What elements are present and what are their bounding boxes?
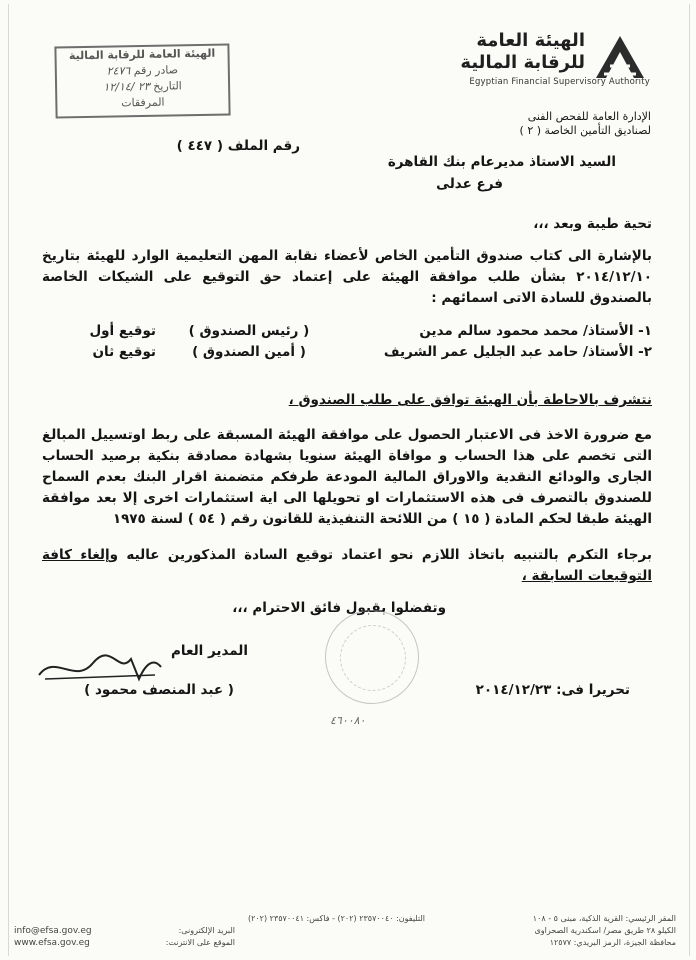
footer-address-line1: المقر الرئيسي: القرية الذكية، مبنى ٥ - ١٠٨ — [532, 914, 676, 923]
manager-title: المدير العام — [171, 643, 248, 659]
stamp-date: التاريخ ٢٣ /١٢/١٤ — [103, 79, 182, 94]
department-line2: لصناديق التأمين الخاصة ( ٢ ) — [519, 124, 651, 137]
paragraph-instruction — [42, 545, 652, 587]
instruction-text: برجاء التكرم بالتنبيه باتخاذ اللازم نحو اعتماد توقيع السادة المذكورين عاليه و — [109, 547, 652, 563]
footer-address-line3: محافظة الجيزة، الرمز البريدي: ١٢٥٧٧ — [549, 938, 676, 947]
greeting: تحية طيبة وبعد ،،، — [533, 216, 652, 232]
signatory-order: توقيع ثان — [92, 344, 156, 360]
stamp-issued: صادر رقم ٢٤٧٦ — [106, 63, 179, 78]
footer-website[interactable]: www.efsa.gov.eg — [14, 938, 90, 948]
org-name-arabic — [420, 30, 585, 74]
stamp-attachments: المرفقات — [121, 95, 165, 110]
file-number: رقم الملف ( ٤٤٧ ) — [176, 138, 300, 154]
closing-line: وتفضلوا بقبول فائق الاحترام ،،، — [232, 600, 446, 616]
footer-phone: التليفون: ٢٣٥٧٠٠٤٠ (٢٠٢) - فاكس: ٢٣٥٧٠٠٤١ (٢٠٢) — [247, 914, 425, 923]
issue-date: تحريرا فى: ٢٠١٤/١٢/٢٣ — [475, 682, 630, 698]
department-line1: الإدارة العامة للفحص الفنى — [527, 110, 651, 123]
footer-email-label: البريد الإلكترونى: — [178, 926, 235, 935]
stamp-org: الهيئة العامة للرقابة المالية — [68, 46, 216, 63]
org-name-line1: الهيئة العامة — [476, 30, 585, 51]
signatory-role: ( أمين الصندوق ) — [192, 344, 306, 360]
handwritten-reference: ٤٦٠٠٨٠ — [330, 714, 366, 727]
paragraph-conditions: مع ضرورة الاخذ فى الاعتبار الحصول على موافقة الهيئة المسبقة على ربط اوتسييل المبالغ التى تخصم على هذا الحساب و موافاة الهيئة سنويا بشهادة مصادقة بنكية برصيد الحساب الجارى والودائع النقدية والاوراق المالية المودعة طرفكم متضمنة اقرار البنك بعدم السماح للصندوق بالتصرف فى هذه الاستثمارات او تحويلها الى اية استثمارات اخرى إلا بعد موافقة الهيئة طبقا لحكم المادة ( ١٥ ) من اللائحة التنفيذية للقانون رقم ( ٥٤ ) لسنة ١٩٧٥ — [42, 427, 652, 527]
approval-statement: نتشرف بالاحاطة بأن الهيئة توافق على طلب الصندوق ، — [288, 392, 652, 408]
footer-web-label: الموقع على الانترنت: — [165, 938, 235, 947]
footer-email[interactable]: info@efsa.gov.eg — [14, 926, 92, 936]
received-stamp — [54, 43, 230, 118]
efsa-logo-icon — [592, 30, 648, 82]
org-name-english: Egyptian Financial Supervisory Authority — [469, 77, 650, 87]
signatory-role: ( رئيس الصندوق ) — [188, 323, 310, 339]
footer-address-line2: الكيلو ٢٨ طريق مصر/ اسكندرية الصحراوى — [534, 926, 676, 935]
signatory-name: ٢- الأستاذ/ حامد عبد الجليل عمر الشريف — [383, 344, 652, 360]
paragraph-request: بالإشارة الى كتاب صندوق التأمين الخاص لأعضاء نقابة المهن التعليمية الوارد للهيئة بتاريخ ٢٠١٤/١٢/١٠ بشأن طلب موافقة الهيئة على إعتماد حق التوقيع على الشيكات الخاصة بالصندوق للسادة الاتى اسمائهم : — [42, 248, 652, 306]
org-name-line2: للرقابة المالية — [460, 52, 585, 73]
signatory-order: توقيع أول — [89, 323, 156, 339]
addressee-line1: السيد الاستاذ مديرعام بنك القاهرة — [387, 154, 616, 170]
addressee-line2: فرع عدلى — [436, 176, 503, 192]
instruction-cancel-text: إلغاء كافة التوقيعات السابقة ، — [42, 547, 652, 584]
manager-name: ( عبد المنصف محمود ) — [84, 682, 234, 698]
signatory-name: ١- الأستاذ/ محمد محمود سالم مدين — [419, 323, 652, 339]
